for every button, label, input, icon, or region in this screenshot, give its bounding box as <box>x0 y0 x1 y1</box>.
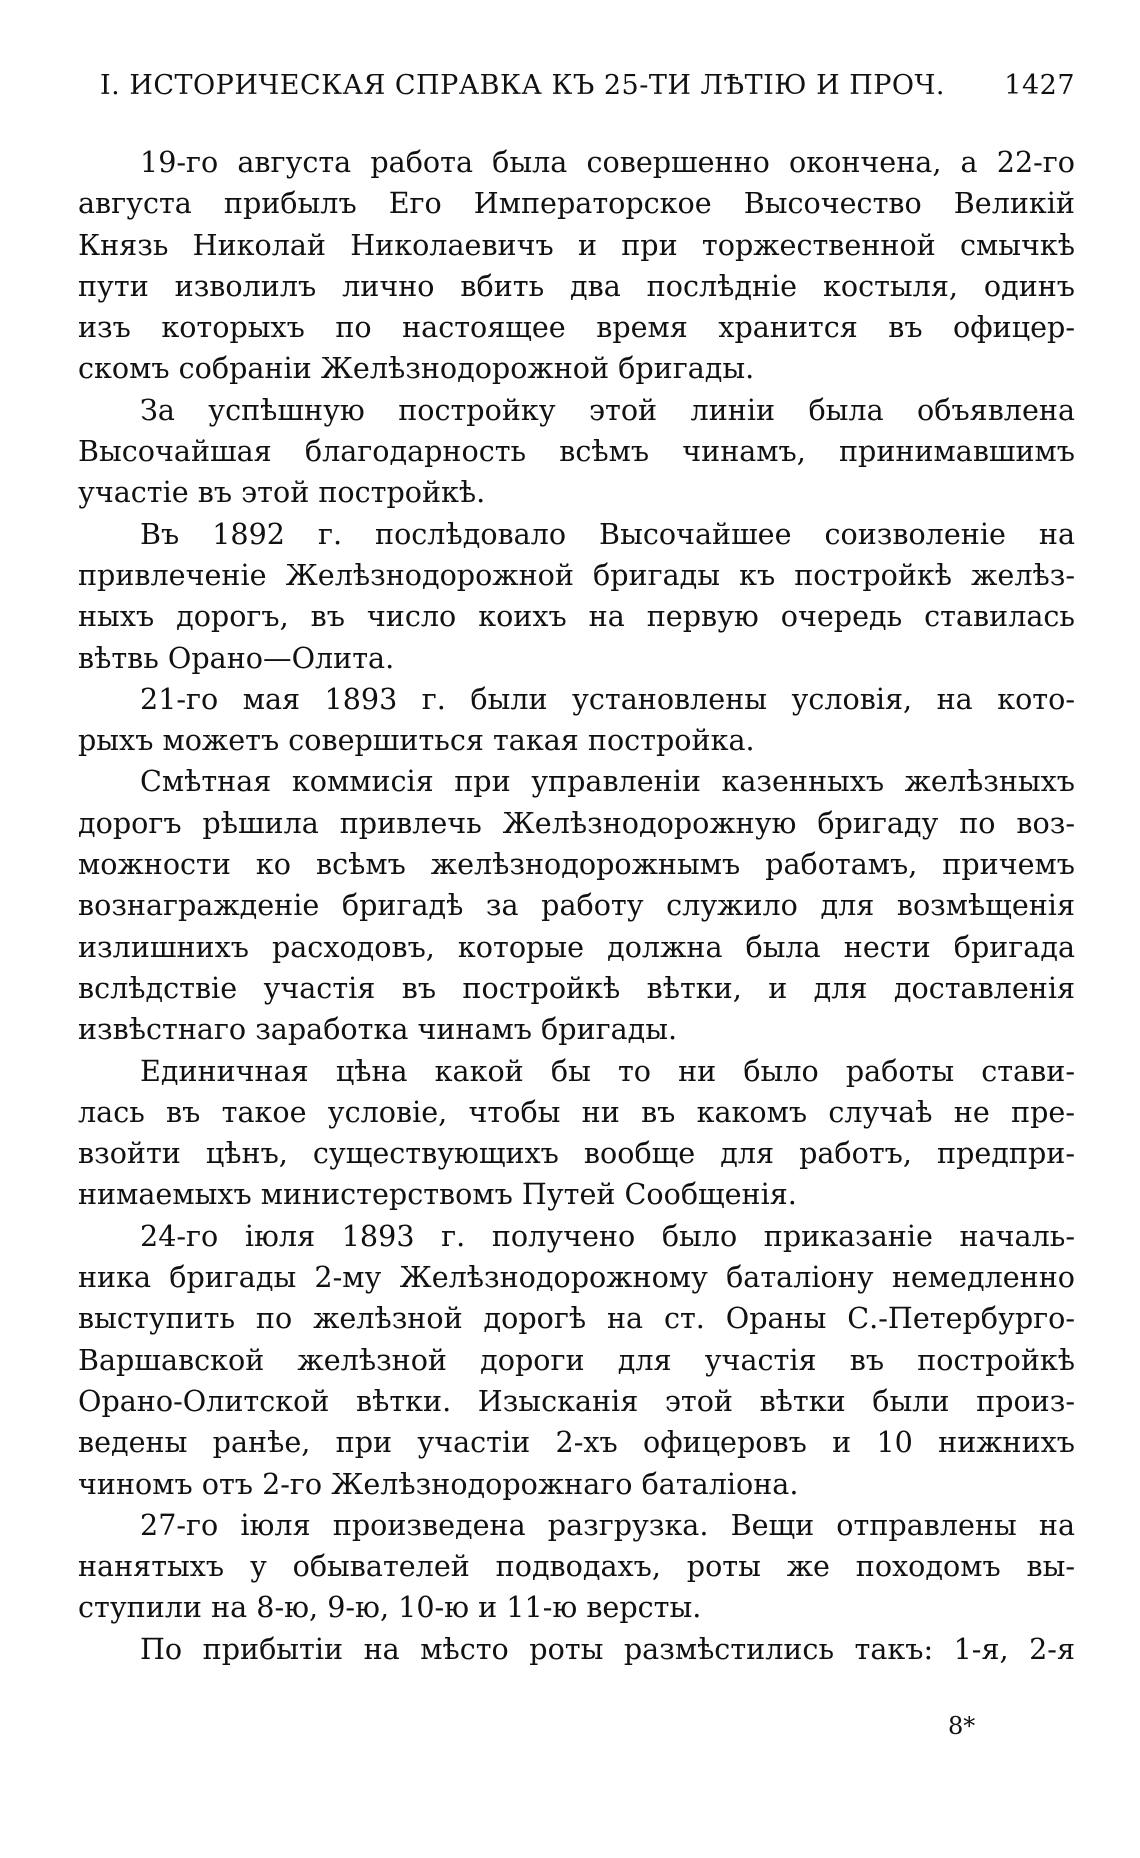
running-header <box>100 70 1075 110</box>
signature-mark: 8* <box>948 1712 976 1740</box>
text-line: взойти цѣнъ, существующихъ вообще для работъ, предпри- <box>78 1136 1075 1171</box>
running-header-title: I. ИСТОРИЧЕСКАЯ СПРАВКА КЪ 25-ТИ ЛѢТІЮ И ПРОЧ. <box>100 70 945 101</box>
text-line: Орано-Олитской вѣтки. Изысканія этой вѣтки были произ- <box>78 1383 1075 1418</box>
text-line: скомъ собраніи Желѣзнодорожной бригады. <box>78 351 755 386</box>
text-line: Единичная цѣна какой бы то ни было работы стави- <box>140 1053 1075 1088</box>
text-line: ника бригады 2-му Желѣзнодорожному баталіону немедленно <box>78 1260 1075 1295</box>
text-line: 24-го іюля 1893 г. получено было приказаніе началь- <box>140 1218 1075 1253</box>
text-line: дорогъ рѣшила привлечь Желѣзнодорожную бригаду по воз- <box>78 805 1075 840</box>
text-line: ступили на 8-ю, 9-ю, 10-ю и 11-ю версты. <box>78 1590 702 1625</box>
text-line: выступить по желѣзной дорогѣ на ст. Ораны С.-Петербурго- <box>78 1301 1075 1336</box>
text-line: чиномъ отъ 2-го Желѣзнодорожнаго баталіона. <box>78 1466 799 1501</box>
text-line: 27-го іюля произведена разгрузка. Вещи отправлены на <box>140 1507 1075 1542</box>
text-line: излишнихъ расходовъ, которые должна была нести бригада <box>78 929 1075 964</box>
text-line: извѣстнаго заработка чинамъ бригады. <box>78 1012 678 1047</box>
text-line: вознагражденіе бригадѣ за работу служило для возмѣщенія <box>78 888 1075 923</box>
text-line: нимаемыхъ министерствомъ Путей Сообщенія. <box>78 1177 797 1212</box>
text-line: участіе въ этой постройкѣ. <box>78 475 486 510</box>
text-line: Высочайшая благодарность всѣмъ чинамъ, принимавшимъ <box>78 434 1075 469</box>
text-line: ведены ранѣе, при участіи 2-хъ офицеровъ и 10 нижнихъ <box>78 1425 1075 1460</box>
text-line: можности ко всѣмъ желѣзнодорожнымъ работамъ, причемъ <box>78 847 1075 882</box>
text-line: пути изволилъ лично вбить два послѣдніе костыля, одинъ <box>78 268 1075 303</box>
text-line: лась въ такое условіе, чтобы ни въ какомъ случаѣ не пре- <box>78 1094 1075 1129</box>
text-line: привлеченіе Желѣзнодорожной бригады къ постройкѣ желѣз- <box>78 557 1075 592</box>
text-line: августа прибылъ Его Императорское Высочество Великій <box>78 186 1075 221</box>
text-line: 19-го августа работа была совершенно окончена, а 22-го <box>140 145 1075 179</box>
text-line: рыхъ можетъ совершиться такая постройка. <box>78 723 755 758</box>
text-line: Князь Николай Николаевичъ и при торжественной смычкѣ <box>78 227 1075 262</box>
text-line: Въ 1892 г. послѣдовало Высочайшее соизволеніе на <box>140 516 1075 551</box>
text-line: По прибытіи на мѣсто роты размѣстились такъ: 1-я, 2-я <box>140 1631 1075 1666</box>
text-line: 21-го мая 1893 г. были установлены условія, на кото- <box>140 681 1075 716</box>
text-line: изъ которыхъ по настоящее время хранится въ офицер- <box>78 310 1075 345</box>
text-line: ныхъ дорогъ, въ число коихъ на первую очередь ставилась <box>78 599 1075 634</box>
text-line: За успѣшную постройку этой линіи была объявлена <box>140 392 1075 427</box>
text-line: вслѣдствіе участія въ постройкѣ вѣтки, и для доставленія <box>78 970 1075 1005</box>
body-text <box>78 142 1075 1670</box>
text-line: вѣтвь Орано—Олита. <box>78 640 395 675</box>
page-number: 1427 <box>1004 70 1075 101</box>
text-line: Варшавской желѣзной дороги для участія въ постройкѣ <box>78 1342 1075 1377</box>
text-line: нанятыхъ у обывателей подводахъ, роты же походомъ вы- <box>78 1549 1075 1584</box>
text-line: Смѣтная коммисія при управленіи казенныхъ желѣзныхъ <box>140 764 1075 799</box>
